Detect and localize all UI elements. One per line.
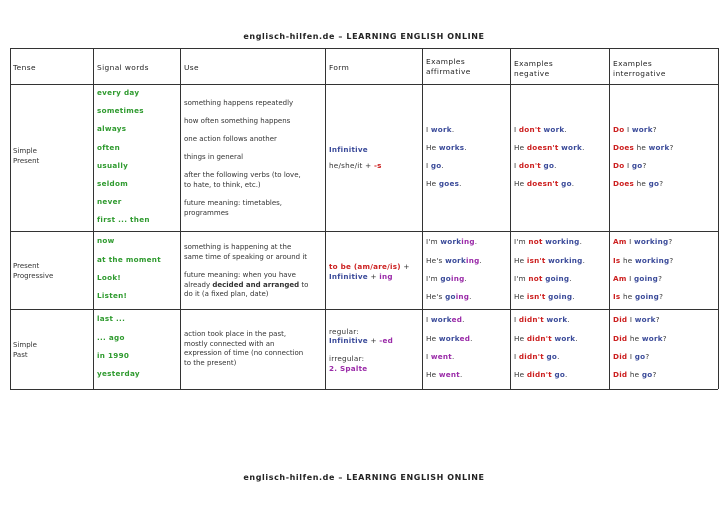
- ex-text: ?: [642, 161, 647, 170]
- use-text: how often something happens: [184, 117, 291, 125]
- header-label: interrogative: [613, 69, 666, 78]
- example-affirmative: [426, 352, 455, 361]
- ex-text: ?: [669, 256, 674, 265]
- ex-auxiliary: Is: [613, 292, 621, 301]
- header-examples-affirmative: [426, 57, 471, 77]
- ex-text: .: [451, 125, 455, 134]
- ex-text: ?: [669, 143, 674, 152]
- form-text: [329, 145, 368, 154]
- example-interrogative: [613, 256, 673, 265]
- signal-word: first ... then: [97, 215, 150, 224]
- ex-verb: work: [634, 315, 656, 324]
- ex-auxiliary: didn't: [526, 334, 552, 343]
- ex-text: ?: [645, 352, 650, 361]
- use-text: expression of time (no connection: [184, 349, 304, 358]
- header-use: Use: [184, 63, 200, 72]
- ex-text: I: [426, 315, 431, 324]
- ex-verb: go: [561, 179, 572, 188]
- use-text-part: already: [184, 280, 213, 289]
- ex-text: ?: [658, 274, 663, 283]
- example-interrogative: [613, 334, 667, 343]
- signal-word: now: [97, 236, 115, 245]
- example-interrogative: [613, 274, 662, 283]
- ex-verb: working: [545, 237, 580, 246]
- ex-text: I'm: [426, 237, 441, 246]
- ex-text: .: [464, 274, 468, 283]
- ex-text: He: [514, 292, 527, 301]
- ex-text: ?: [655, 315, 660, 324]
- ex-text: I: [514, 352, 519, 361]
- ex-text: he: [620, 292, 635, 301]
- example-negative: [514, 125, 567, 134]
- ex-text: .: [479, 256, 483, 265]
- ex-verb: go: [543, 161, 555, 170]
- ex-text: .: [565, 370, 568, 379]
- ex-text: I'm: [426, 274, 441, 283]
- ex-verb: work: [648, 143, 670, 152]
- ex-verb: work: [440, 237, 462, 246]
- ex-ending: ing: [461, 237, 475, 246]
- ex-auxiliary: isn't: [526, 256, 546, 265]
- form-text: [329, 336, 393, 345]
- form-ending: -ed: [379, 336, 394, 345]
- ex-verb: working: [635, 256, 670, 265]
- tense-label: Present: [13, 262, 40, 270]
- example-negative: [514, 161, 557, 170]
- example-interrogative: [613, 143, 674, 152]
- ex-auxiliary: don't: [518, 125, 541, 134]
- ex-text: I: [626, 274, 635, 283]
- example-interrogative: [613, 370, 657, 379]
- ex-auxiliary: not: [528, 274, 543, 283]
- ex-auxiliary: didn't: [526, 370, 552, 379]
- signal-word: Look!: [97, 273, 122, 282]
- ex-text: .: [572, 292, 575, 301]
- ex-verb: go: [631, 161, 643, 170]
- use-text: programmes: [184, 208, 229, 217]
- page-header: englisch-hilfen.de – LEARNING ENGLISH ONLINE: [243, 32, 485, 41]
- form-word: to be (am/are/is): [329, 262, 401, 271]
- form-ending: ing: [379, 272, 393, 281]
- ex-ending: ed: [451, 315, 463, 324]
- example-negative: [514, 315, 570, 324]
- tense-label: Progressive: [13, 271, 54, 280]
- ex-auxiliary: Did: [613, 334, 628, 343]
- ex-text: .: [451, 352, 455, 361]
- ex-text: I: [426, 352, 431, 361]
- use-text: to hate, to think, etc.): [184, 180, 261, 189]
- use-text: future meaning: when you have: [184, 271, 296, 279]
- ex-verb: going: [545, 274, 570, 283]
- ex-text: He: [514, 256, 527, 265]
- row-line: [10, 309, 718, 310]
- tense-label: Past: [13, 350, 28, 359]
- use-text: one action follows another: [184, 135, 277, 143]
- use-text: something happens repeatedly: [184, 99, 294, 107]
- ex-verb: work: [543, 125, 565, 134]
- signal-word: seldom: [97, 179, 128, 188]
- signal-word: usually: [97, 161, 129, 170]
- signal-word: ... ago: [97, 333, 125, 342]
- signal-word: at the moment: [97, 255, 161, 264]
- ex-verb: go: [641, 370, 653, 379]
- use-text: [184, 281, 308, 291]
- ex-verb: go: [440, 274, 451, 283]
- ex-text: .: [569, 274, 572, 283]
- example-negative: [514, 143, 585, 152]
- signal-word: never: [97, 197, 122, 206]
- example-affirmative: [426, 125, 454, 134]
- ex-ending: ed: [459, 334, 471, 343]
- signal-word: sometimes: [97, 106, 144, 115]
- ex-text: .: [441, 161, 445, 170]
- use-text: do it (a fixed plan, date): [184, 290, 269, 299]
- ex-verb: going: [634, 274, 659, 283]
- example-interrogative: [613, 237, 672, 246]
- ex-text: He: [514, 179, 527, 188]
- example-affirmative: [426, 292, 472, 301]
- use-text: same time of speaking or around it: [184, 252, 308, 261]
- use-text: future meaning: timetables,: [184, 199, 283, 207]
- example-negative: [514, 274, 572, 283]
- form-word: 2. Spalte: [329, 364, 368, 373]
- col-line: [10, 48, 11, 389]
- ex-text: .: [469, 292, 472, 301]
- ex-auxiliary: Do: [613, 125, 625, 134]
- ex-text: I: [514, 315, 519, 324]
- example-affirmative: [426, 179, 462, 188]
- example-negative: [514, 370, 568, 379]
- ex-text: I: [624, 125, 632, 134]
- ex-text: .: [579, 237, 583, 246]
- ex-text: He: [514, 334, 527, 343]
- ex-text: ?: [668, 237, 673, 246]
- ex-verb: work: [546, 315, 568, 324]
- form-text: [329, 161, 382, 170]
- ex-text: ?: [659, 179, 664, 188]
- ex-text: .: [554, 161, 557, 170]
- header-tense: Tense: [13, 63, 36, 72]
- col-line: [180, 48, 181, 389]
- example-interrogative: [613, 161, 647, 170]
- ex-auxiliary: doesn't: [526, 179, 559, 188]
- ex-auxiliary: Am: [613, 274, 627, 283]
- example-interrogative: [613, 125, 657, 134]
- tense-label: Present: [13, 156, 40, 165]
- signal-word: Listen!: [97, 291, 128, 300]
- ex-text: .: [557, 352, 560, 361]
- example-affirmative: [426, 274, 467, 283]
- ex-auxiliary: not: [528, 237, 543, 246]
- ex-verb: go: [430, 161, 442, 170]
- ex-text: He: [426, 179, 439, 188]
- ex-text: I: [624, 161, 632, 170]
- form-text: [329, 262, 410, 271]
- form-text: irregular:: [329, 354, 365, 363]
- ex-auxiliary: Did: [613, 352, 628, 361]
- ex-verb: work: [430, 315, 452, 324]
- ex-text: he: [634, 143, 649, 152]
- ex-text: .: [567, 315, 570, 324]
- ex-verb: work: [438, 334, 460, 343]
- ex-text: I: [426, 125, 431, 134]
- page-footer: englisch-hilfen.de – LEARNING ENGLISH ONLINE: [243, 473, 485, 482]
- example-interrogative: [613, 315, 660, 324]
- ex-text: ?: [659, 292, 664, 301]
- ex-text: he: [634, 179, 649, 188]
- form-word: +: [400, 262, 410, 271]
- ex-verb: work: [631, 125, 653, 134]
- form-word: Infinitive: [329, 145, 368, 154]
- use-text: action took place in the past,: [184, 330, 287, 338]
- ex-verb: go: [634, 352, 646, 361]
- example-affirmative: [426, 334, 473, 343]
- ex-ending: ing: [450, 274, 465, 283]
- ex-auxiliary: Did: [613, 315, 628, 324]
- header-label: Examples: [426, 57, 466, 66]
- use-text-emphasis: decided and arranged: [212, 280, 300, 289]
- form-word: +: [367, 272, 380, 281]
- ex-auxiliary: doesn't: [526, 143, 559, 152]
- example-affirmative: [426, 315, 465, 324]
- form-word: Infinitive: [329, 336, 368, 345]
- signal-word: in 1990: [97, 351, 130, 360]
- ex-text: ?: [652, 370, 657, 379]
- ex-text: .: [464, 143, 467, 152]
- ex-text: .: [582, 256, 586, 265]
- example-negative: [514, 292, 575, 301]
- ex-text: .: [564, 125, 567, 134]
- ex-text: .: [474, 237, 478, 246]
- ex-verb: working: [634, 237, 669, 246]
- tense-name: [13, 147, 39, 166]
- row-line: [10, 231, 718, 232]
- example-affirmative: [426, 161, 444, 170]
- ex-text: I: [627, 352, 635, 361]
- col-line: [422, 48, 423, 389]
- example-interrogative: [613, 179, 663, 188]
- ex-auxiliary: isn't: [526, 292, 546, 301]
- use-text: after the following verbs (to love,: [184, 171, 301, 179]
- example-negative: [514, 179, 574, 188]
- ex-verb: go: [648, 179, 660, 188]
- ex-verb: go: [546, 352, 558, 361]
- ex-text: He: [426, 334, 439, 343]
- form-word: +: [367, 336, 380, 345]
- header-form: Form: [329, 63, 350, 72]
- ex-text: he: [627, 370, 642, 379]
- ex-text: I: [426, 161, 431, 170]
- use-text: to the present): [184, 358, 237, 367]
- form-word: Infinitive: [329, 272, 368, 281]
- ex-auxiliary: didn't: [518, 315, 544, 324]
- ex-text: .: [575, 334, 578, 343]
- ex-text: He: [514, 143, 527, 152]
- signal-word: yesterday: [97, 369, 140, 378]
- ex-ending: went: [438, 370, 460, 379]
- ex-text: I'm: [514, 237, 529, 246]
- ex-text: ?: [652, 125, 657, 134]
- ex-text: .: [582, 143, 585, 152]
- use-text-part: to: [299, 280, 309, 289]
- ex-auxiliary: Am: [613, 237, 627, 246]
- header-label: Examples: [514, 59, 554, 68]
- ex-verb: goes: [438, 179, 460, 188]
- ex-text: I: [626, 237, 635, 246]
- example-negative: [514, 237, 582, 246]
- signal-word: often: [97, 143, 120, 152]
- ex-auxiliary: Did: [613, 370, 628, 379]
- ex-text: I'm: [514, 274, 529, 283]
- ex-text: .: [462, 315, 465, 324]
- form-ending: -s: [373, 161, 382, 170]
- tense-label: Simple: [13, 147, 37, 155]
- row-line: [10, 84, 718, 85]
- signal-word: always: [97, 124, 127, 133]
- example-negative: [514, 334, 578, 343]
- col-line: [510, 48, 511, 389]
- example-affirmative: [426, 237, 477, 246]
- header-examples-negative: [514, 59, 553, 79]
- example-interrogative: [613, 292, 663, 301]
- ex-verb: go: [554, 370, 566, 379]
- signal-word: last ...: [97, 314, 126, 323]
- ex-auxiliary: Do: [613, 161, 625, 170]
- ex-auxiliary: didn't: [518, 352, 544, 361]
- ex-ending: ing: [466, 256, 480, 265]
- ex-text: He: [426, 143, 439, 152]
- example-affirmative: [426, 370, 463, 379]
- ex-verb: working: [548, 256, 583, 265]
- header-examples-interrogative: [613, 59, 666, 79]
- example-negative: [514, 352, 560, 361]
- ex-ending: went: [430, 352, 452, 361]
- row-line: [10, 389, 718, 390]
- ex-text: I: [514, 125, 519, 134]
- col-line: [718, 48, 719, 389]
- col-line: [325, 48, 326, 389]
- ex-auxiliary: Is: [613, 256, 621, 265]
- use-text: things in general: [184, 153, 244, 161]
- ex-text: He: [426, 370, 439, 379]
- example-affirmative: [426, 256, 482, 265]
- signal-word: every day: [97, 88, 140, 97]
- ex-verb: work: [561, 143, 583, 152]
- ex-text: .: [470, 334, 473, 343]
- header-label: affirmative: [426, 67, 471, 76]
- ex-verb: work: [430, 125, 452, 134]
- ex-text: .: [459, 179, 462, 188]
- ex-text: he: [627, 334, 642, 343]
- form-word: he/she/it +: [329, 161, 374, 170]
- ex-text: .: [571, 179, 575, 188]
- ex-verb: going: [635, 292, 660, 301]
- header-label: negative: [514, 69, 550, 78]
- header-signal-words: Signal words: [97, 63, 149, 72]
- ex-auxiliary: don't: [518, 161, 541, 170]
- ex-text: he: [620, 256, 635, 265]
- col-line: [93, 48, 94, 389]
- form-text: [329, 272, 393, 281]
- ex-verb: going: [548, 292, 573, 301]
- ex-text: He's: [426, 292, 446, 301]
- ex-verb: work: [554, 334, 576, 343]
- use-text: mostly connected with an: [184, 339, 275, 348]
- tense-name: [13, 341, 37, 360]
- header-label: Examples: [613, 59, 653, 68]
- form-text: regular:: [329, 327, 359, 336]
- ex-verb: work: [445, 256, 466, 265]
- example-interrogative: [613, 352, 649, 361]
- col-line: [609, 48, 610, 389]
- ex-verb: works: [438, 143, 465, 152]
- ex-text: I: [514, 161, 519, 170]
- ex-text: ?: [662, 334, 667, 343]
- ex-verb: work: [641, 334, 663, 343]
- tense-name: [13, 262, 53, 281]
- tense-label: Simple: [13, 341, 37, 349]
- use-text: something is happening at the: [184, 243, 292, 251]
- ex-text: He: [514, 370, 527, 379]
- ex-verb: go: [445, 292, 456, 301]
- ex-text: I: [627, 315, 635, 324]
- ex-auxiliary: Does: [613, 179, 635, 188]
- example-negative: [514, 256, 585, 265]
- form-text: [329, 364, 367, 373]
- ex-text: .: [459, 370, 463, 379]
- row-line: [10, 48, 718, 49]
- example-affirmative: [426, 143, 467, 152]
- ex-auxiliary: Does: [613, 143, 635, 152]
- ex-ending: ing: [455, 292, 470, 301]
- ex-text: He's: [426, 256, 446, 265]
